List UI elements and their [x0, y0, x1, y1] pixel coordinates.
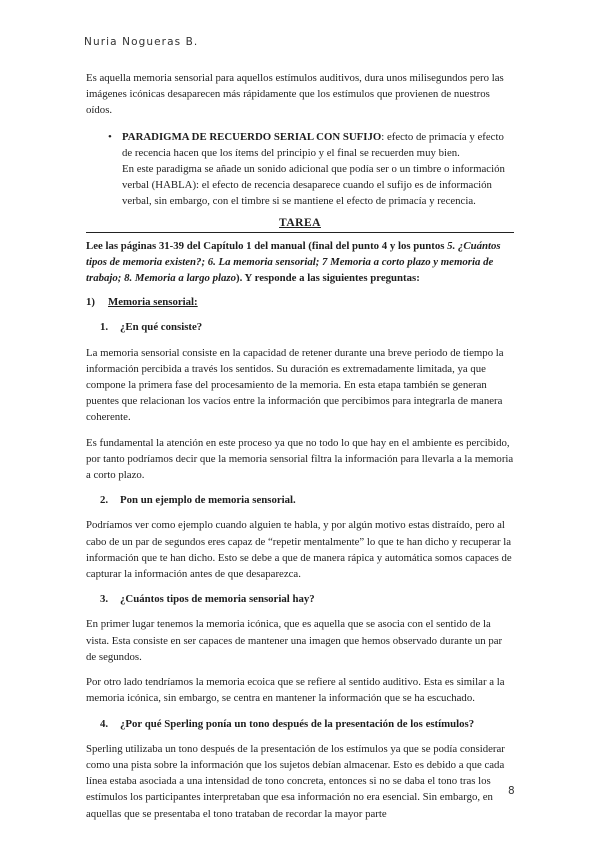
question-number: 4.	[100, 717, 109, 730]
instructions	[86, 238, 514, 287]
answer-paragraph: En primer lugar tenemos la memoria icónica, que es aquella que se asocia con el sentido de la vista. Esta consiste en ser capaces de mantener una imagen que hemos observado durante un par de segundos.	[86, 618, 503, 663]
page-number: 8	[508, 785, 515, 797]
intro-paragraph: Es aquella memoria sensorial para aquellos estímulos auditivos, dura unos milisegundos pero las imágenes icónicas desaparecen más rápidamente que los estímulos que provienen de nuestros oídos.	[86, 72, 504, 117]
section-title: Memoria sensorial:	[108, 296, 198, 309]
instructions-part1: Lee las páginas 31-39 del Capítulo 1 del manual (final del punto 4 y los puntos	[86, 239, 448, 252]
answer-paragraph: La memoria sensorial consiste en la capacidad de retener durante una breve periodo de tiempo la información percibida a través los sentidos. Su duración es extremadamente limitada, ya que compone la primera fase del procesamiento de la memoria. En esta etapa también se generan puentes que relacionan los vacíos entre la información que percibimos para integrarla de manera coherente.	[86, 346, 504, 424]
bullet-item	[86, 129, 514, 210]
question-number: 3.	[100, 593, 109, 606]
instructions-italic: 5. ¿Cuántos tipos de memoria existen?; 6. La memoria sensorial; 7 Memoria a corto plazo y memoria de trabajo; 8. Memoria a largo plazo	[86, 239, 501, 285]
question-title: ¿En qué consiste?	[120, 321, 203, 334]
question-title: ¿Cuántos tipos de memoria sensorial hay?	[120, 593, 315, 606]
section-number: 1)	[86, 296, 95, 309]
bullet-dot-icon: •	[108, 130, 112, 143]
bullet-paragraph	[122, 129, 514, 161]
answer-paragraph: Es fundamental la atención en este proceso ya que no todo lo que hay en el ambiente es percibido, por tanto podríamos decir que la memoria sensorial filtra la información para llevarla a la memoria a corto plazo.	[86, 436, 514, 482]
answer-paragraph: Podríamos ver como ejemplo cuando alguien te habla, y por algún motivo estas distraído, pero al cabo de un par de segundos eres capaz de “repetir mentalmente” lo que te han dicho y recuperar la información que te han dicho. Esto se debe a que de manera rápica y automática somos capaces de capturar la información antes de que desaparezca.	[86, 519, 512, 581]
tarea-heading	[86, 215, 514, 233]
bullet-body: : efecto de primacía y efecto de recencia hacen que los ítems del principio y el final se recuerden muy bien.	[122, 130, 504, 159]
section-heading	[86, 294, 514, 310]
question-heading	[86, 716, 514, 732]
tarea-title: TAREA	[279, 216, 321, 229]
question-title: ¿Por qué Sperling ponía un tono después de la presentación de los estímulos?	[120, 717, 475, 730]
question-number: 1.	[100, 321, 109, 334]
question-heading	[86, 319, 514, 335]
bullet-title: PARADIGMA DE RECUERDO SERIAL CON SUFIJO	[122, 130, 382, 143]
answer-paragraph: Sperling utilizaba un tono después de la presentación de los estímulos ya que se podía considerar como una pista sobre la información que los sujetos debían almacenar. Esto es debido a que cada línea estaba asociada a una intensidad de tono concreta, entonces si no se daba el tono tras los estímulos los participantes interpretaban que esa información no era esencial. Sin embargo, en aquellas que se presentaba el tono trataban de recordar la mayor parte	[86, 742, 505, 820]
answer-paragraph: Por otro lado tendríamos la memoria ecoica que se refiere al sentido auditivo. Esta es similar a la memoria icónica, sin embargo, se centra en mantener la información que se ha escuchado.	[86, 676, 505, 705]
header-author: Nuria Nogueras B.	[84, 36, 199, 48]
bullet-paragraph-2: En este paradigma se añade un sonido adicional que podía ser o un timbre o información verbal (HABLA): el efecto de recencia desaparece cuando el sufijo es de información verbal, sin embargo, con el timbre si se mantiene el efecto de primacía y recencia.	[122, 163, 505, 208]
question-heading	[86, 492, 514, 508]
instructions-part2: ). Y responde a las siguientes preguntas:	[235, 272, 420, 285]
question-title: Pon un ejemplo de memoria sensorial.	[120, 494, 296, 507]
question-number: 2.	[100, 494, 109, 507]
question-heading	[86, 591, 514, 607]
bullet-text	[122, 129, 514, 210]
document-body	[86, 70, 514, 822]
